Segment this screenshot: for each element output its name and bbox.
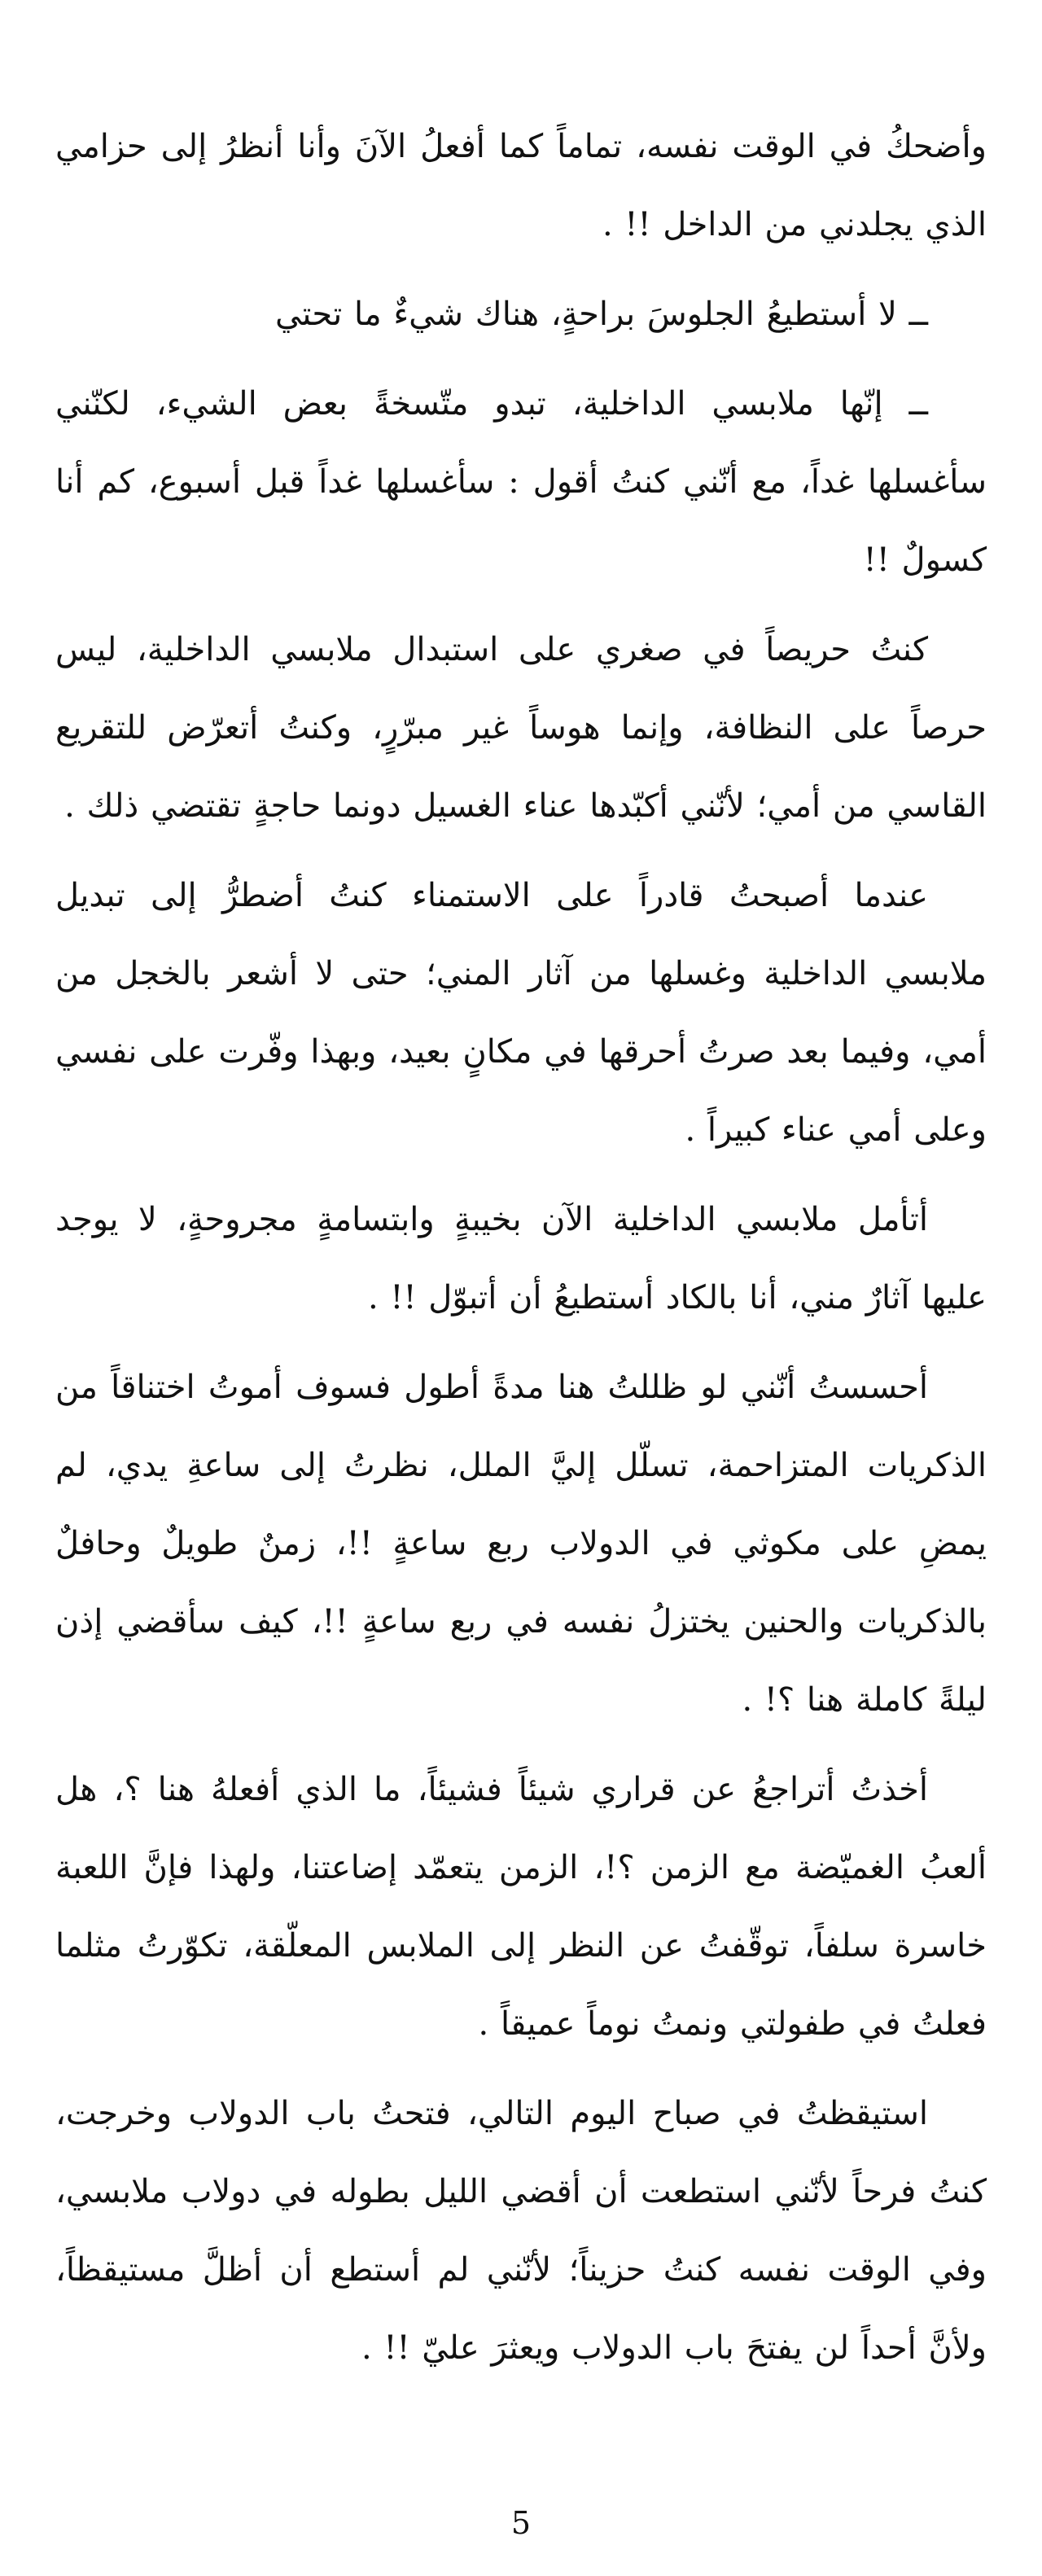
paragraph-adolescence: عندما أصبحتُ قادراً على الاستمناء كنتُ أضطرُّ إلى تبديل ملابسي الداخلية وغسلها من آثار المني؛ حتى لا أشعر بالخجل من أمي، وفيما بعد صرتُ أحرقها في مكانٍ بعيد، وبهذا وفّرت على نفسي وعلى أمي عناء كبيراً . <box>55 877 987 1149</box>
paragraph-dialogue-2: ــ إنّها ملابسي الداخلية، تبدو متّسخةً بعض الشيء، لكنّني سأغسلها غداً، مع أنّني كنتُ أقول : سأغسلها غداً قبل أسبوع، كم أنا كسولٌ !! <box>55 385 987 579</box>
paragraph-memories: أحسستُ أنّني لو ظللتُ هنا مدةً أطول فسوف أموتُ اختناقاً من الذكريات المتزاحمة، تسلّل إليَّ الملل، نظرتُ إلى ساعةِ يدي، لم يمضِ على مكوثي في الدولاب ربع ساعةٍ !!، زمنٌ طويلٌ وحافلٌ بالذكريات والحنين يختزلُ نفسه في ربع ساعةٍ !!، كيف سأقضي إذن ليلةً كاملة هنا ؟! . <box>55 1369 987 1719</box>
paragraph-dialogue-1: ــ لا أستطيعُ الجلوسَ براحةٍ، هناك شيءٌ ما تحتي <box>274 296 928 333</box>
paragraph-contemplation: أتأمل ملابسي الداخلية الآن بخيبةٍ وابتسامةٍ مجروحةٍ، لا يوجد عليها آثارٌ مني، أنا بالكاد أستطيعُ أن أتبوّل !! . <box>55 1201 987 1316</box>
page-number: 5 <box>510 2505 532 2541</box>
paragraph-next-morning: استيقظتُ في صباح اليوم التالي، فتحتُ باب الدولاب وخرجت، كنتُ فرحاً لأنّني استطعت أن أقضي الليل بطوله في دولاب ملابسي، وفي الوقت نفسه كنتُ حزيناً؛ لأنّني لم أستطع أن أظلَّ مستيقظاً، ولأنَّ أحداً لن يفتحَ باب الدولاب ويعثرَ عليّ !! . <box>55 2095 987 2367</box>
paragraph-hide-and-seek: أخذتُ أتراجعُ عن قراري شيئاً فشيئاً، ما الذي أفعلهُ هنا ؟، هل ألعبُ الغميّضة مع الزمن ؟!، الزمن يتعمّد إضاعتنا، ولهذا فإنَّ اللعبة خاسرة سلفاً، توقّفتُ عن النظر إلى الملابس المعلّقة، تكوّرتُ مثلما فعلتُ في طفولتي ونمتُ نوماً عميقاً . <box>55 1771 987 2043</box>
page-body-text <box>55 107 987 2399</box>
paragraph-continuation: وأضحكُ في الوقت نفسه، تماماً كما أفعلُ الآنَ وأنا أنظرُ إلى حزامي الذي يجلدني من الداخل !! . <box>55 128 987 243</box>
paragraph-underwear-habit: كنتُ حريصاً في صغري على استبدال ملابسي الداخلية، ليس حرصاً على النظافة، وإنما هوساً غير مبرّرٍ، وكنتُ أتعرّض للتقريع القاسي من أمي؛ لأنّني أكبّدها عناء الغسيل دونما حاجةٍ تقتضي ذلك . <box>55 631 987 825</box>
